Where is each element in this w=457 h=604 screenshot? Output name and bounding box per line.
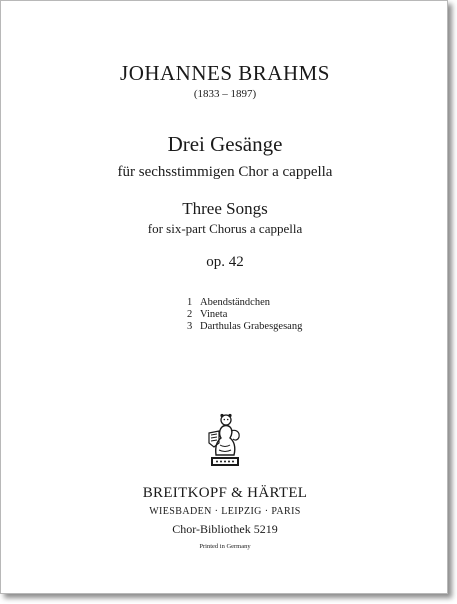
song-title: Vineta — [200, 309, 228, 320]
song-list — [187, 297, 302, 333]
publisher-name: BREITKOPF & HÄRTEL — [142, 485, 308, 501]
list-item — [187, 321, 302, 333]
song-title: Darthulas Grabesgesang — [200, 321, 303, 332]
song-title: Abendständchen — [200, 297, 270, 308]
list-item — [187, 297, 302, 309]
publisher-cities: WIESBADEN · LEIPZIG · PARIS — [149, 506, 301, 517]
song-number: 3 — [187, 321, 193, 332]
list-item — [187, 309, 302, 321]
composer-name: JOHANNES BRAHMS — [120, 61, 330, 85]
composer-dates: (1833 – 1897) — [193, 88, 257, 100]
song-number: 2 — [187, 309, 193, 320]
subtitle-english: for six-part Chorus a cappella — [147, 221, 303, 236]
song-number: 1 — [187, 297, 193, 308]
opus-number: op. 42 — [206, 254, 244, 270]
subtitle-german: für sechsstimmigen Chor a cappella — [117, 164, 333, 180]
title-german: Drei Gesänge — [167, 132, 283, 156]
publisher-logo-icon — [205, 411, 245, 469]
printed-note: Printed in Germany — [199, 543, 251, 550]
title-english: Three Songs — [182, 199, 268, 218]
series-number: Chor-Bibliothek 5219 — [172, 522, 278, 536]
